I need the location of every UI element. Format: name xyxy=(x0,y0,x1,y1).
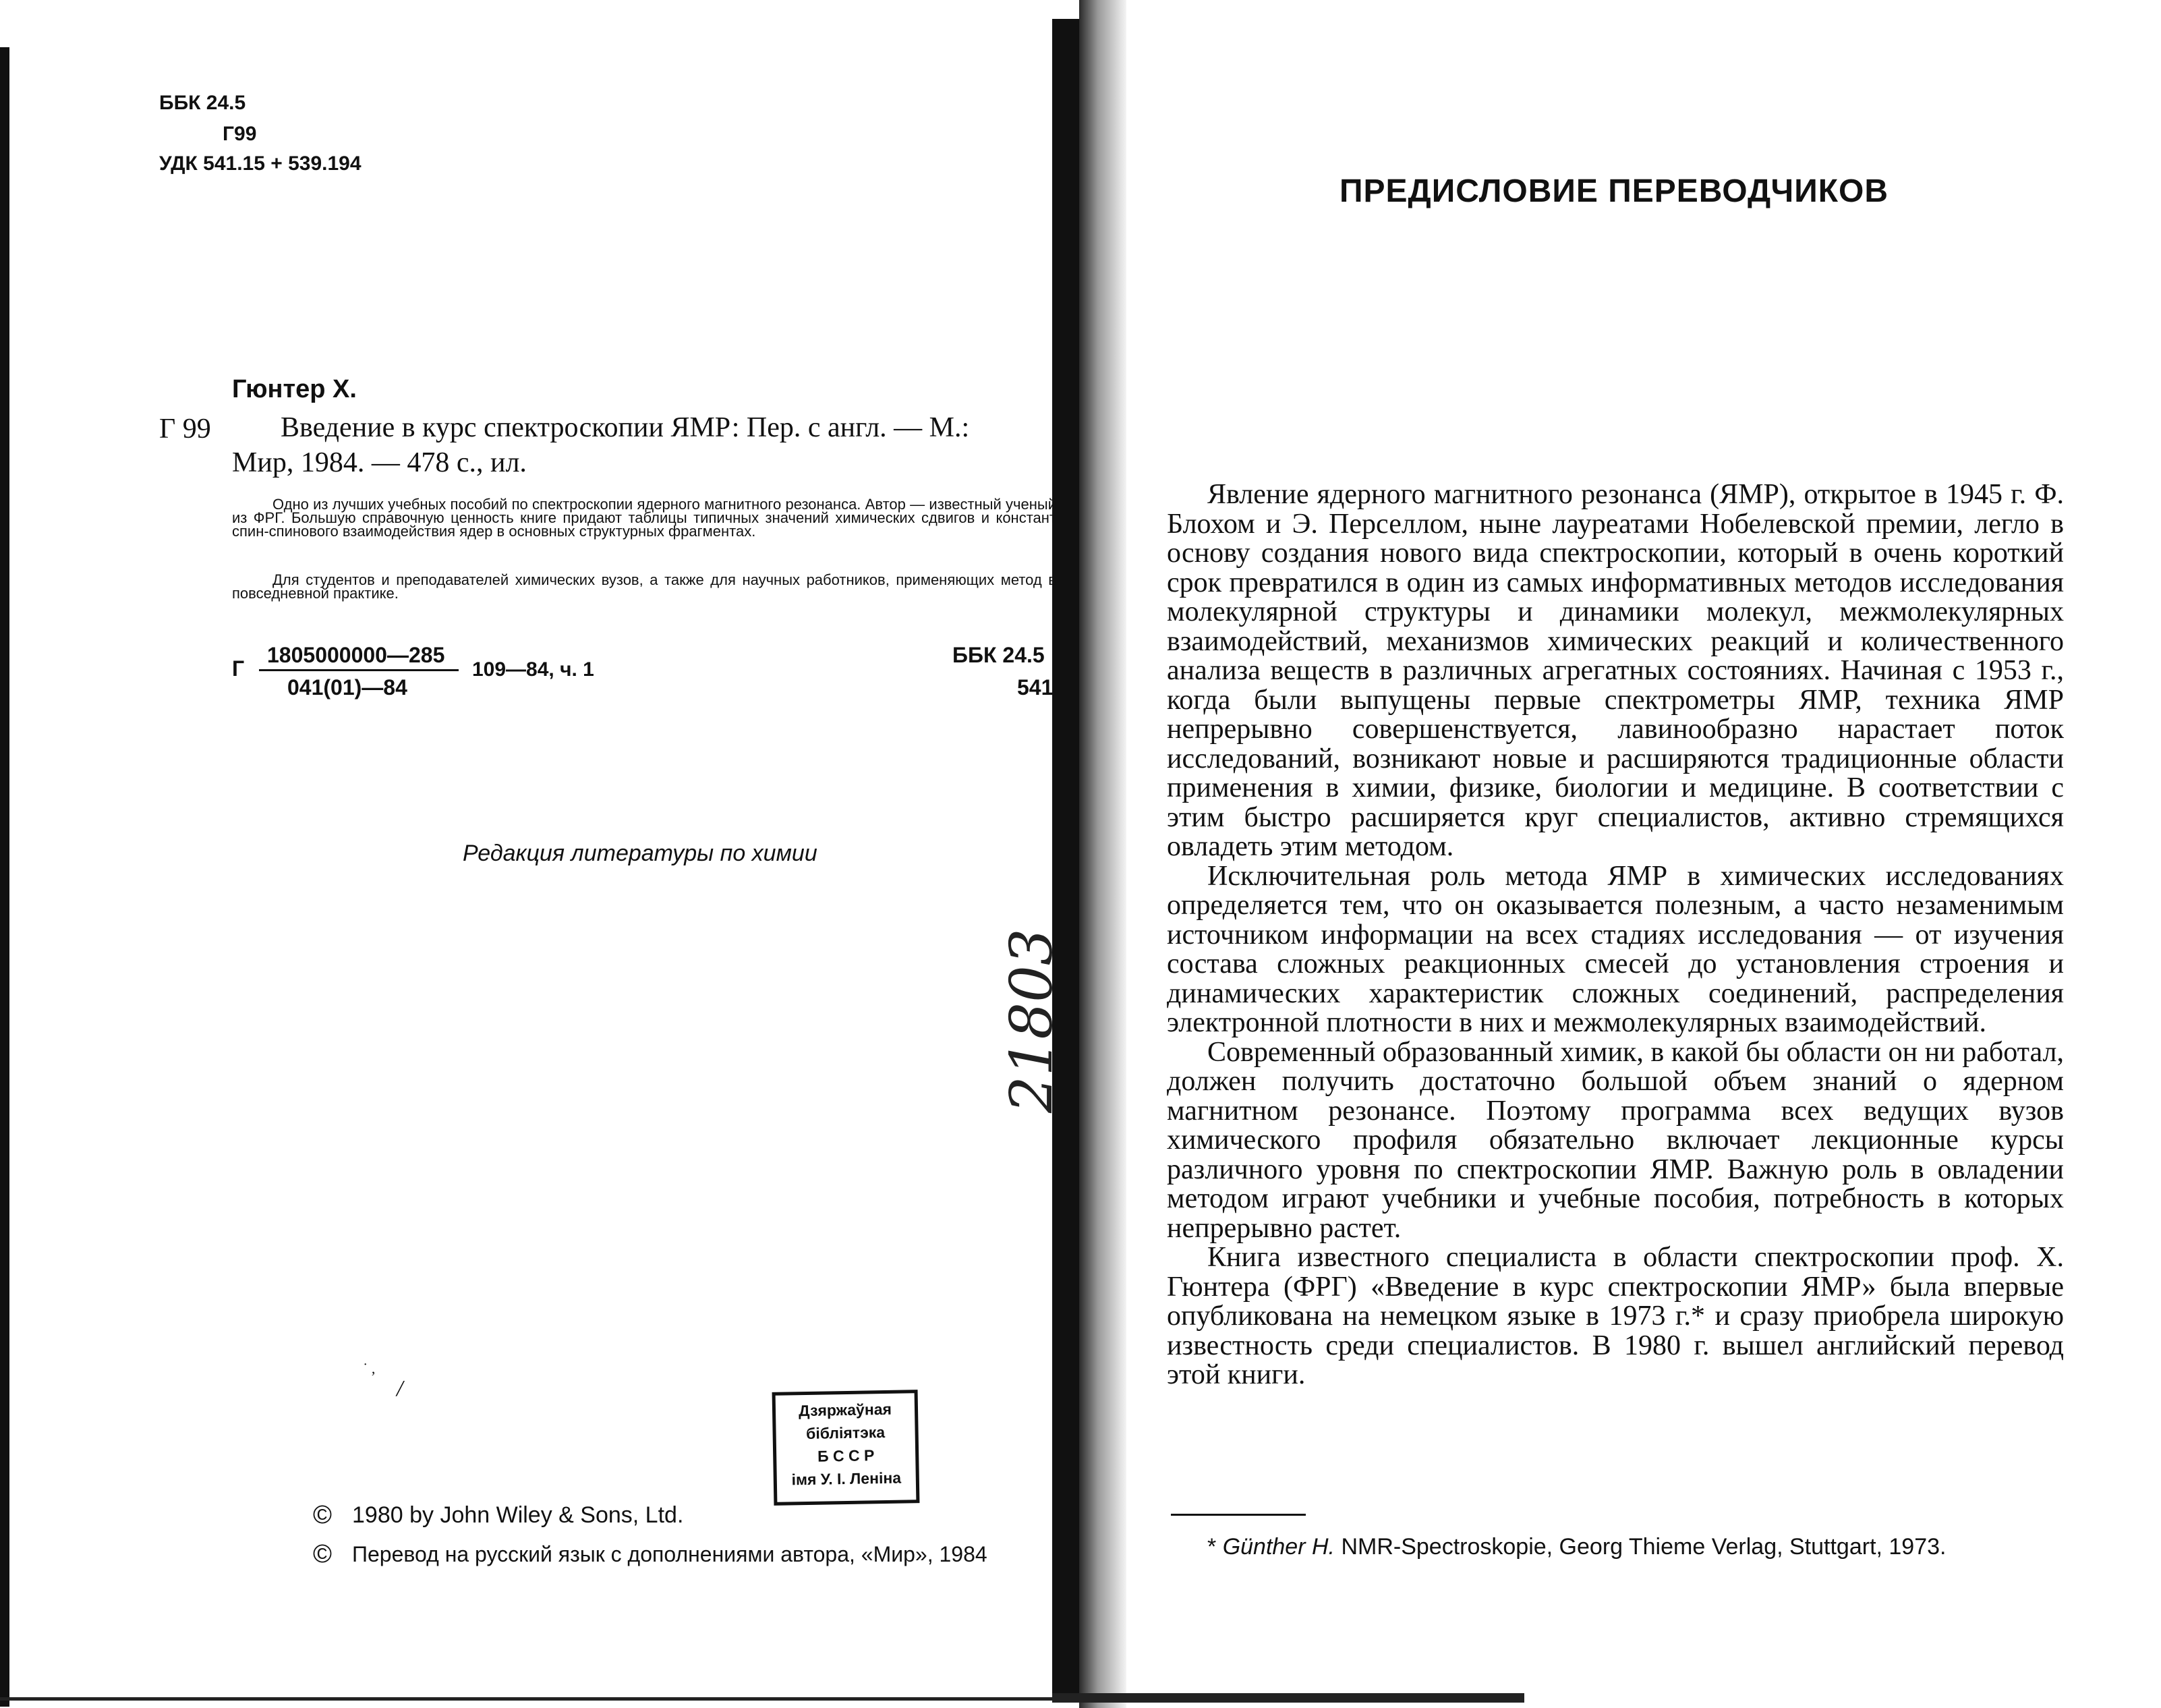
stamp-line-1: Дзяржаўная xyxy=(798,1400,892,1420)
index-code: Г 99 xyxy=(159,414,211,445)
code-suffix: 109—84, ч. 1 xyxy=(472,658,594,681)
stamp-line-2: бібліятэка xyxy=(805,1423,886,1443)
book-title-line1: Введение в курс спектроскопии ЯМР: Пер. с англ. — М.: xyxy=(281,412,970,443)
handwritten-inventory-number: 21803 xyxy=(998,928,1066,1113)
copyright-symbol-1: © xyxy=(313,1501,332,1529)
footnote-rule xyxy=(1171,1514,1306,1516)
left-page-bottom-edge xyxy=(0,1697,1052,1701)
annotation-paragraph-1: Одно из лучших учебных пособий по спектроскопии ядерного магнитного резонанса. Автор — известный ученый из ФРГ. Большую справочную ценность книге придают таблицы типичных значений химических сдвигов и констант спин-спинового взаимодействия ядер в основных структурных фрагментах. xyxy=(232,496,1056,540)
fraction-line xyxy=(259,669,459,671)
bbk-code-top: ББК 24.5 xyxy=(159,92,246,114)
author-name: Гюнтер Х. xyxy=(232,375,357,403)
right-page-bottom-edge xyxy=(1052,1693,1524,1703)
copyright-line-2: Перевод на русский язык с дополнениями автора, «Мир», 1984 xyxy=(352,1542,987,1566)
annotation-paragraph-2: Для студентов и преподавателей химических вузов, а также для научных работников, применяющих метод в повседневной практике. xyxy=(232,571,1056,602)
copyright-symbol-2: © xyxy=(313,1540,332,1568)
copyright-line-1: 1980 by John Wiley & Sons, Ltd. xyxy=(352,1502,684,1528)
footnote-mark: * xyxy=(1207,1534,1217,1560)
bbk-code-bottom-2: 541 xyxy=(1017,675,1054,700)
book-spine xyxy=(1052,19,1079,1699)
footnote xyxy=(1207,1534,1947,1560)
preface-body xyxy=(1167,480,2064,1390)
stray-mark: ˙ , xyxy=(363,1360,376,1377)
editorial-line: Редакция литературы по химии xyxy=(463,841,817,866)
code-letter: Г xyxy=(232,656,245,681)
book-title-line2: Мир, 1984. — 478 с., ил. xyxy=(232,447,527,478)
code-denominator: 041(01)—84 xyxy=(287,675,407,700)
stray-mark-2: / xyxy=(397,1376,403,1401)
preface-paragraph-4: Книга известного специалиста в области спектроскопии проф. Х. Гюнтера (ФРГ) «Введение в курс спектроскопии ЯМР» была впервые опубликована на немецком языке в 1973 г.* и сразу приобрела широкую известность среди специалистов. В 1980 г. вышел английский перевод этой книги. xyxy=(1167,1242,2064,1390)
stamp-line-4: імя У. І. Леніна xyxy=(791,1469,902,1489)
g99-code-top: Г99 xyxy=(223,123,257,145)
footnote-text: NMR-Spectroskopie, Georg Thieme Verlag, Stuttgart, 1973. xyxy=(1341,1534,1947,1560)
preface-paragraph-2: Исключительная роль метода ЯМР в химических исследованиях определяется тем, что он оказывается полезным, а часто незаменимым источником информации на всех стадиях исследования — от изучения состава сложных реакционных смесей до установления строения и динамических характеристик сложных соединений, распределения электронной плотности в них и межмолекулярных взаимодействий. xyxy=(1167,860,2064,1038)
page-heading: ПРЕДИСЛОВИЕ ПЕРЕВОДЧИКОВ xyxy=(1339,173,1889,209)
code-numerator: 1805000000—285 xyxy=(267,643,445,667)
library-stamp xyxy=(772,1390,920,1506)
bbk-code-bottom: ББК 24.5 xyxy=(952,643,1045,667)
footnote-author: Günther H. xyxy=(1222,1534,1335,1560)
left-page-edge xyxy=(0,47,9,1707)
preface-paragraph-3: Современный образованный химик, в какой бы области он ни работал, должен получить достаточно большой объем знаний о ядерном магнитном резонансе. Поэтому программа всех ведущих вузов химического профиля обязательно включает лекционные курсы различного уровня по спектроскопии ЯМР. Важную роль в овладении методом играют учебники и учебные пособия, потребность в которых непрерывно растет. xyxy=(1167,1036,2064,1244)
spine-shadow xyxy=(1079,0,1126,1708)
udk-code: УДК 541.15 + 539.194 xyxy=(159,152,362,175)
preface-paragraph-1: Явление ядерного магнитного резонанса (ЯМР), открытое в 1945 г. Ф. Блохом и Э. Перселлом, ныне лауреатами Нобелевской премии, легло в основу создания нового вида спектроскопии, который в очень короткий срок превратился в один из самых информативных методов исследования молекулярной структуры и динамики молекул, межмолекулярных взаимодействий, механизмов химических реакций и количественного анализа веществ в различных агрегатных состояниях. Начиная с 1953 г., когда были выпущены первые спектрометры ЯМР, техника ЯМР непрерывно совершенствуется, лавинообразно нарастает поток исследований, возникают новые и расширяются традиционные области применения в химии, физике, биологии и медицине. В соответствии с этим быстро расширяется круг специалистов, активно стремящихся овладеть этим методом. xyxy=(1167,479,2064,862)
stamp-line-3: Б С С Р xyxy=(817,1446,875,1465)
